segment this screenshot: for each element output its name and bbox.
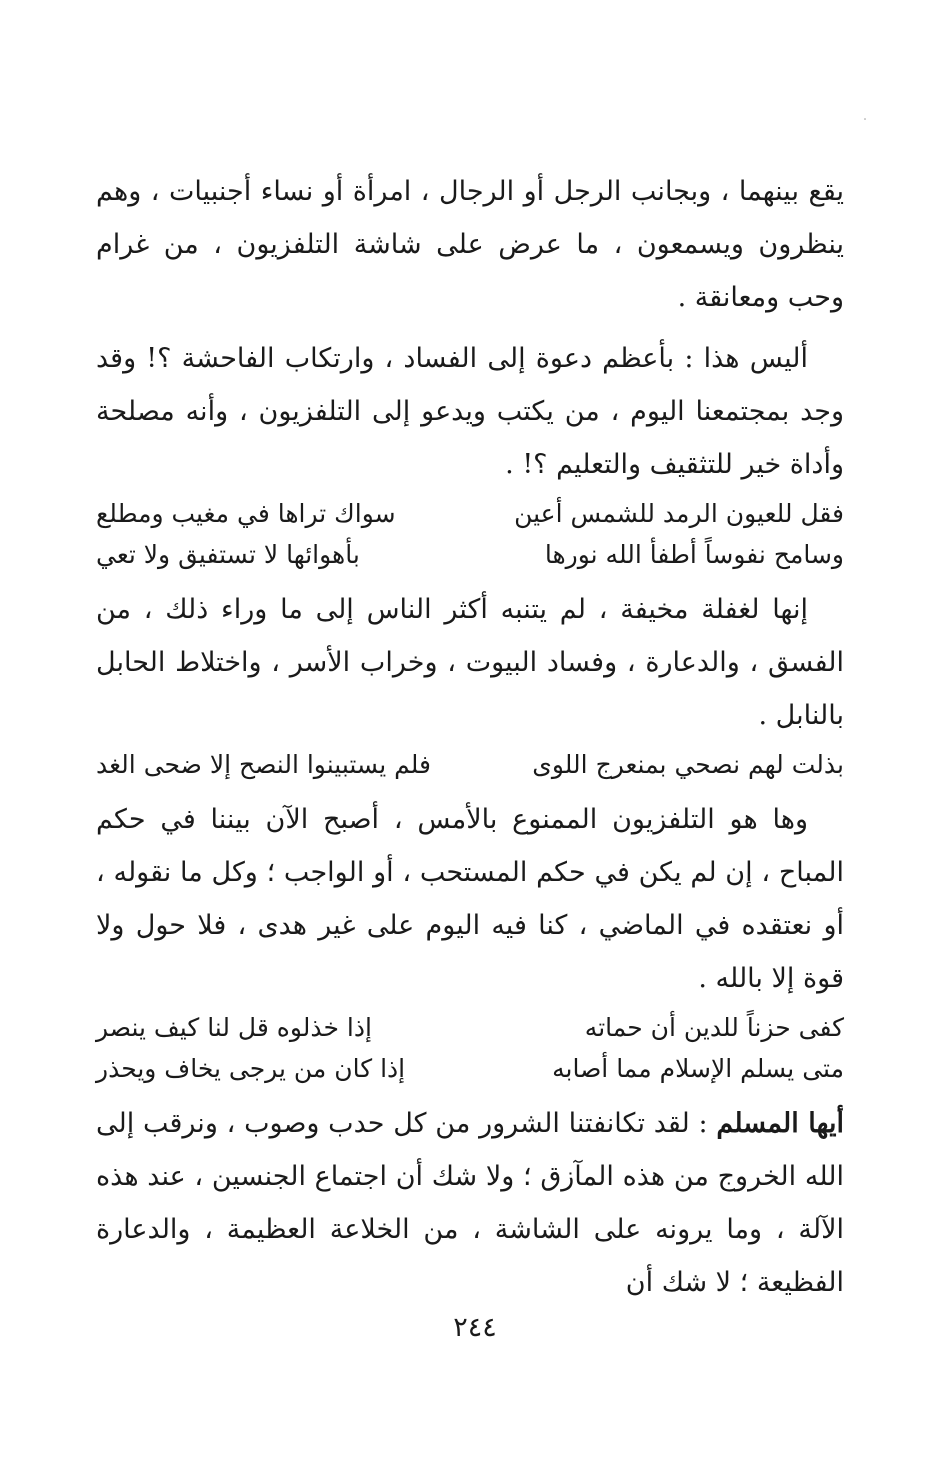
paragraph-5-text: : لقد تكانفتنا الشرور من كل حدب وصوب ، ونرقب إلى الله الخروج من هذه المآزق ؛ ولا شك أن اجتماع الجنسين ، عند هذه الآلة ، وما يرونه على الشاشة ، من الخلاعة العظيمة ، والدعارة الفظيعة ؛ لا شك أن: [96, 1108, 844, 1298]
page-body: [96, 165, 844, 1309]
paragraph-1: يقع بينهما ، وبجانب الرجل أو الرجال ، امرأة أو نساء أجنبيات ، وهم ينظرون ويسمعون ، ما عرض على شاشة التلفزيون ، من غرام وحب ومعانقة .: [96, 176, 844, 313]
verse-line: [96, 744, 844, 785]
verse-line: [96, 493, 844, 534]
paragraph-2: أليس هذا : بأعظم دعوة إلى الفساد ، وارتكاب الفاحشة ؟! وقد وجد بمجتمعنا اليوم ، من يكتب ويدعو إلى التلفزيون ، وأنه مصلحة وأداة خير للتثقيف والتعليم ؟! .: [96, 343, 844, 480]
page-number: ٢٤٤: [453, 1312, 497, 1343]
verse-line: [96, 534, 844, 575]
verse-first-hemistich: فقل للعيون الرمد للشمس أعين: [514, 499, 844, 528]
paragraph-5-lead: أيها المسلم: [716, 1108, 844, 1139]
verse-second-hemistich: فلم يستبينوا النصح إلا ضحى الغد: [96, 750, 431, 779]
verse-first-hemistich: بذلت لهم نصحي بمنعرج اللوى: [532, 750, 844, 779]
verse-line: [96, 1007, 844, 1048]
verse-second-hemistich: بأهوائها لا تستفيق ولا تعي: [96, 540, 360, 569]
verse-second-hemistich: إذا كان من يرجى يخاف ويحذر: [96, 1054, 406, 1083]
verse-first-hemistich: متى يسلم الإسلام مما أصابه: [552, 1054, 844, 1083]
verse-second-hemistich: سواك تراها في مغيب ومطلع: [96, 499, 396, 528]
verse-block-2: [96, 744, 844, 785]
verse-block-3: [96, 1007, 844, 1089]
verse-second-hemistich: إذا خذلوه قل لنا كيف ينصر: [96, 1013, 372, 1042]
paragraph-3: إنها لغفلة مخيفة ، لم يتنبه أكثر الناس إلى ما وراء ذلك ، من الفسق ، والدعارة ، وفساد البيوت ، وخراب الأسر ، واختلاط الحابل بالنابل .: [96, 594, 844, 731]
scan-speck: [862, 116, 868, 122]
verse-first-hemistich: وسامح نفوساً أطفأ الله نورها: [544, 540, 844, 569]
verse-line: [96, 1048, 844, 1089]
verse-block-1: [96, 493, 844, 575]
paragraph-4: وها هو التلفزيون الممنوع بالأمس ، أصبح الآن بيننا في حكم المباح ، إن لم يكن في حكم المستحب ، أو الواجب ؛ وكل ما نقوله ، أو نعتقده في الماضي ، كنا فيه اليوم على غير هدى ، فلا حول ولا قوة إلا بالله .: [96, 804, 844, 994]
verse-first-hemistich: كفى حزناً للدين أن حماته: [584, 1013, 844, 1042]
paragraph-5: [96, 1097, 844, 1309]
